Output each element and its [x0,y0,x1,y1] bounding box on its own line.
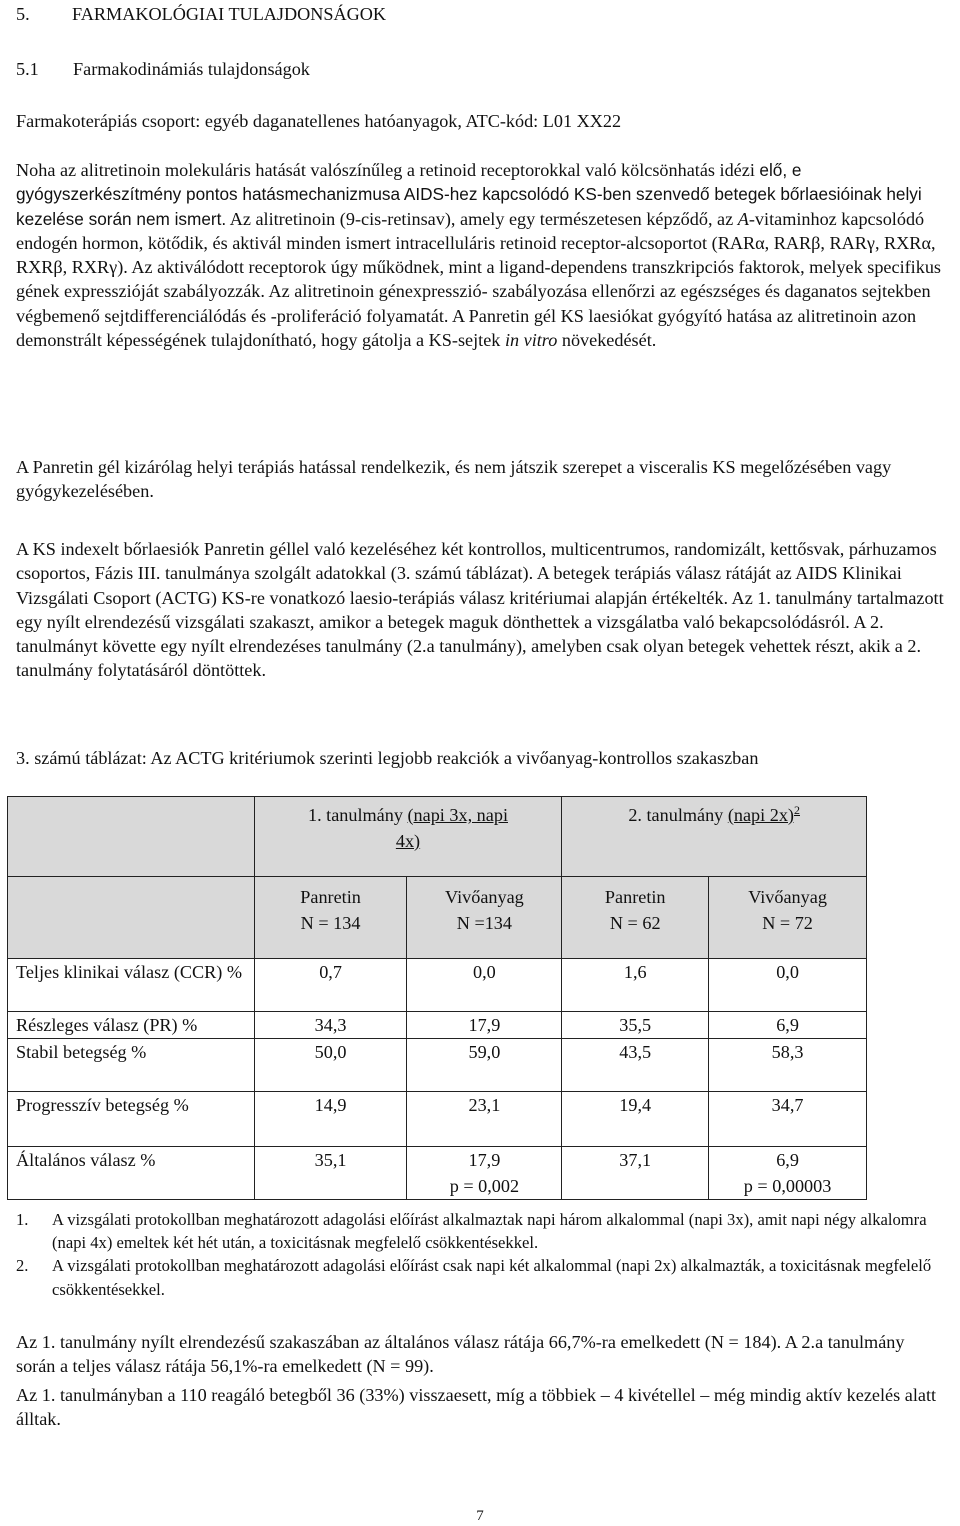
mechanism-text-4: növekedését. [557,330,657,351]
table-cell: 43,5 [562,1039,709,1092]
row-label: Stabil betegség % [8,1039,255,1092]
in-vitro-italic: in vitro [504,330,558,351]
receptor-list: RARα, RARβ, RARγ, RXRα, RXRβ, RXRγ [16,232,936,278]
mechanism-paragraph [16,158,946,352]
column-header: Vivőanyag N =134 [407,877,562,959]
receptor-prefix: RXR [71,257,110,278]
receptor-symbol: γ [109,257,118,278]
receptor-symbol: β [811,232,821,253]
table-cell: 35,5 [562,1012,709,1039]
vitamin-a-italic: A [737,208,749,229]
row-label: Részleges válasz (PR) % [8,1012,255,1039]
table-cell: 50,0 [254,1039,407,1092]
table-row [8,1039,867,1092]
column-header: Panretin N = 62 [562,877,709,959]
table-header-arms [8,877,867,959]
table-caption: 3. számú táblázat: Az ACTG kritériumok szerinti legjobb reakciók a vivőanyag-kontrollos szakaszban [16,748,759,768]
table-cell: 0,0 [407,959,562,1012]
subsection-number: 5.1 [16,59,39,79]
table-cell: 14,9 [254,1092,407,1147]
table-cell: 58,3 [709,1039,867,1092]
atc-code-line: Farmakoterápiás csoport: egyéb daganatellenes hatóanyagok, ATC-kód: L01 XX22 [16,111,622,131]
receptor-prefix: RAR [829,232,867,253]
page-number: 7 [476,1508,484,1524]
results-table [7,796,867,1200]
receptor-symbol: α [755,232,765,253]
mechanism-text-3: ). Az aktiválódott receptorok úgy működnek, mint a ligand-dependens transzkripciós faktorok, melyek specifikus gének expresszióját szabályozzák. Az alitretinoin génexpresszió- szabályozása ellenőrzi az egészséges és daganatos sejtekben végbemenő sejtdifferenciálódás és -proliferáció folyamatát. A Panretin gél KS laesiókat gyógyító hatása az alitretinoin azon demonstrált képességének tulajdonítható, hogy gátolja a KS-sejtek [16,257,941,351]
mechanism-text-2: -vitaminhoz kapcsolódó endogén hormon, kötődik, és aktivál minden ismert intracelluláris retinoid receptor-alcsoportot ( [16,208,925,253]
table-cell: 17,9 p = 0,002 [407,1147,562,1200]
table-cell: 0,0 [709,959,867,1012]
table-cell: 34,3 [254,1012,407,1039]
receptor-prefix: RXR [884,232,922,253]
table-cell: 6,9 p = 0,00003 [709,1147,867,1200]
table-cell: 0,7 [254,959,407,1012]
table-cell: 6,9 [709,1012,867,1039]
footnote: 2. A vizsgálati protokollban meghatározott adagolási előírást csak napi két alkalommal (napi 2x) alkalmazták, a toxicitásnak megfelelő csökkentésekkel. [16,1256,932,1299]
table-row [8,1147,867,1200]
table-row [8,1012,867,1039]
section-heading [16,2,946,26]
table-row [8,959,867,1012]
row-label: Általános válasz % [8,1147,255,1200]
table-cell: 35,1 [254,1147,407,1200]
footnote: 1. A vizsgálati protokollban meghatározott adagolási előírást alkalmaztak napi három alkalommal (napi 3x), amit napi négy alkalomra (napi 4x) emeltek két hét után, a toxicitásnak megfelelő csökkentésekkel. [16,1210,927,1253]
local-effect-paragraph: A Panretin gél kizárólag helyi terápiás hatással rendelkezik, és nem játszik szerepet a visceralis KS megelőzésében vagy gyógykezelésében. [16,457,892,502]
receptor-symbol: β [53,257,63,278]
table-row [8,1092,867,1147]
receptor-symbol: γ [866,232,875,253]
row-label: Teljes klinikai válasz (CCR) % [8,959,255,1012]
column-header: Panretin N = 134 [254,877,407,959]
p-value: p = 0,00003 [743,1176,832,1196]
open-label-paragraph: Az 1. tanulmány nyílt elrendezésű szakaszában az általános válasz rátája 66,7%-ra emelkedett (N = 184). A 2.a tanulmány során a teljes válasz rátája 56,1%-ra emelkedett (N = 99). [16,1332,905,1377]
table-cell: 17,9 [407,1012,562,1039]
section-number: 5. [16,4,30,24]
receptor-prefix: RAR [717,232,756,253]
table-cell: 59,0 [407,1039,562,1092]
subsection-title: Farmakodinámiás tulajdonságok [73,59,310,79]
study2-header: 2. tanulmány (napi 2x)$^2$ [562,797,867,877]
column-header: Vivőanyag N = 72 [709,877,867,959]
receptor-prefix: RAR [773,232,812,253]
table-footnotes [16,1208,956,1301]
row-label: Progresszív betegség % [8,1092,255,1147]
table-corner-cell [8,877,255,959]
table-cell: 37,1 [562,1147,709,1200]
receptor-symbol: α [921,232,931,253]
mechanism-sans-text: elő, e gyógyszerkészítmény pontos hatásmechanizmusa AIDS-hez kapcsolódó KS-ben szenvedő betegek bőrlaesióinak helyi kezelése során nem ismert. [16,160,922,229]
table-cell: 23,1 [407,1092,562,1147]
table-corner-cell [8,797,255,877]
subsection-heading [16,57,946,81]
relapse-paragraph: Az 1. tanulmányban a 110 reagáló betegből 36 (33%) visszaesett, míg a többiek – 4 kivétellel – még mindig aktív kezelés alatt álltak. [16,1385,937,1430]
table-cell: 19,4 [562,1092,709,1147]
section-title: FARMAKOLÓGIAI TULAJDONSÁGOK [72,4,387,24]
studies-paragraph: A KS indexelt bőrlaesiók Panretin géllel való kezeléséhez két kontrollos, multicentrumos, randomizált, kettősvak, párhuzamos csoportos, Fázis III. tanulmánya szolgált adatokkal (3. számú táblázat). A betegek terápiás válasz rátáját az AIDS Klinikai Vizsgálati Csoport (ACTG) KS-re vonatkozó laesio-terápiás válasz kritériumai alapján értékelték. Az 1. tanulmány tartalmazott egy nyílt elrendezésű vizsgálati szakaszt, amikor a betegek maguk dönthettek a vizsgálatba való bekapcsolódásról. A 2. tanulmányt követte egy nyílt elrendezéses tanulmány (2.a tanulmány), amelyben csak olyan betegek vehettek részt, akik a 2. tanulmány folytatásáról döntöttek. [16,539,944,681]
footnote-ref: 2 [794,802,800,817]
mechanism-text-1: Az alitretinoin (9-cis-retinsav), amely egy természetesen képződő, az [226,208,738,229]
mechanism-lead: Noha az alitretinoin molekuláris hatását valószínűleg a retinoid receptorokkal való kölcsönhatás idézi [16,160,755,180]
receptor-prefix: RXR [16,257,54,278]
table-cell: 34,7 [709,1092,867,1147]
p-value: p = 0,002 [449,1176,520,1196]
table-header-studies [8,797,867,877]
study1-header: 1. tanulmány (napi 3x, napi 4x) [254,797,562,877]
table-cell: 1,6 [562,959,709,1012]
